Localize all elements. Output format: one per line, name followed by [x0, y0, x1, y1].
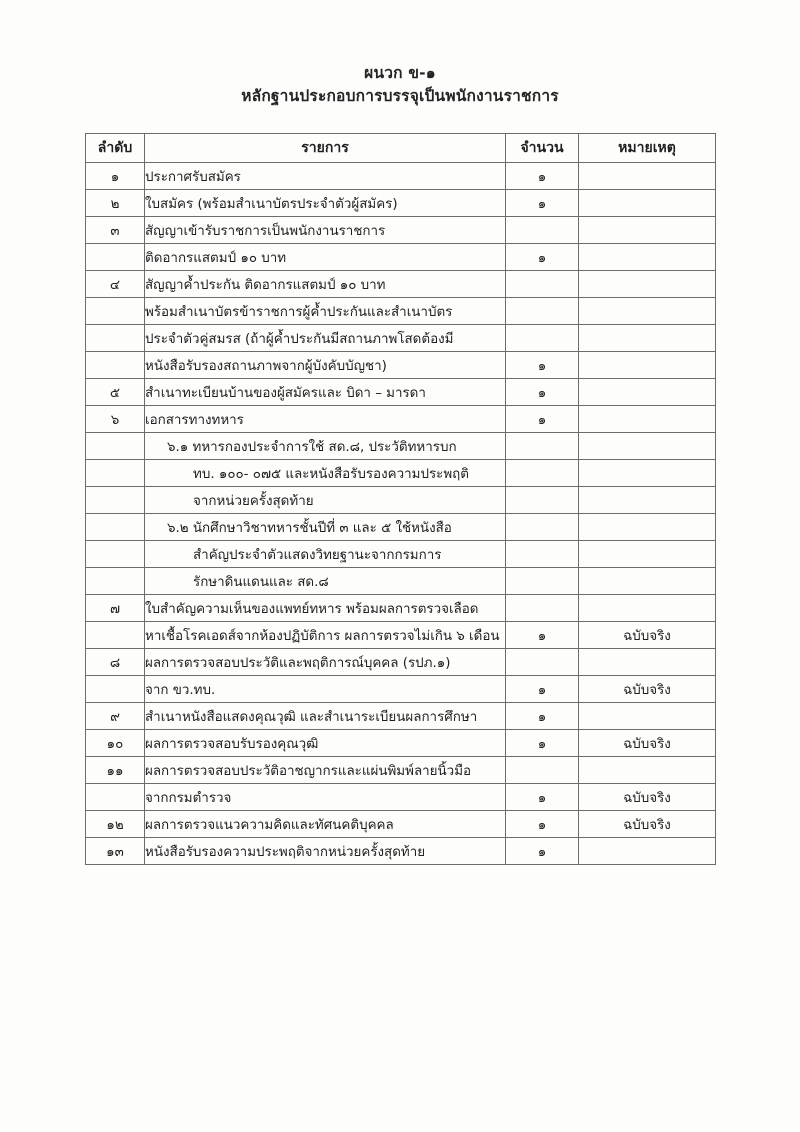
- cell-item-description: สำเนาหนังสือแสดงคุณวุฒิ และสำเนาระเบียนผลการศึกษา: [145, 703, 506, 730]
- cell-remark: ฉบับจริง: [579, 784, 716, 811]
- cell-order-number: ๓: [86, 217, 145, 244]
- cell-order-number: [86, 568, 145, 595]
- table-row: [86, 379, 716, 406]
- column-header-item: รายการ: [145, 134, 506, 163]
- cell-item-description: เอกสารทางทหาร: [145, 406, 506, 433]
- cell-item-description: จากกรมตำรวจ: [145, 784, 506, 811]
- cell-item-description: สัญญาเข้ารับราชการเป็นพนักงานราชการ: [145, 217, 506, 244]
- column-header-no: ลำดับ: [86, 134, 145, 163]
- table-row: [86, 595, 716, 622]
- cell-item-description: ประจำตัวคู่สมรส (ถ้าผู้ค้ำประกันมีสถานภาพโสดต้องมี: [145, 325, 506, 352]
- table-row: [86, 784, 716, 811]
- cell-quantity: [506, 595, 579, 622]
- cell-quantity: ๑: [506, 676, 579, 703]
- cell-item-description: รักษาดินแดนและ สด.๘: [145, 568, 506, 595]
- table-row: [86, 244, 716, 271]
- page-title: หลักฐานประกอบการบรรจุเป็นพนักงานราชการ: [241, 87, 559, 105]
- table-row: [86, 406, 716, 433]
- cell-remark: [579, 217, 716, 244]
- annex-label: ผนวก ข-๑: [364, 64, 436, 82]
- cell-item-description: ติดอากรแสตมป์ ๑๐ บาท: [145, 244, 506, 271]
- cell-remark: [579, 190, 716, 217]
- table-row: [86, 757, 716, 784]
- cell-remark: [579, 460, 716, 487]
- table-row: [86, 271, 716, 298]
- table-row: [86, 433, 716, 460]
- table-body: [86, 163, 716, 865]
- table-row: [86, 730, 716, 757]
- cell-quantity: ๑: [506, 784, 579, 811]
- cell-remark: [579, 352, 716, 379]
- cell-order-number: [86, 514, 145, 541]
- table-row: [86, 568, 716, 595]
- table-row: [86, 487, 716, 514]
- table-row: [86, 811, 716, 838]
- cell-item-description: สัญญาค้ำประกัน ติดอากรแสตมป์ ๑๐ บาท: [145, 271, 506, 298]
- cell-item-description: จากหน่วยครั้งสุดท้าย: [145, 487, 506, 514]
- cell-remark: [579, 514, 716, 541]
- table-row: [86, 217, 716, 244]
- cell-remark: [579, 757, 716, 784]
- cell-order-number: [86, 460, 145, 487]
- cell-quantity: [506, 568, 579, 595]
- cell-order-number: ๙: [86, 703, 145, 730]
- cell-remark: [579, 406, 716, 433]
- cell-quantity: ๑: [506, 406, 579, 433]
- cell-remark: ฉบับจริง: [579, 730, 716, 757]
- cell-quantity: [506, 217, 579, 244]
- cell-remark: [579, 163, 716, 190]
- cell-remark: [579, 541, 716, 568]
- table-row: [86, 541, 716, 568]
- table-row: [86, 703, 716, 730]
- cell-item-description: สำคัญประจำตัวแสดงวิทยฐานะจากกรมการ: [145, 541, 506, 568]
- cell-remark: [579, 838, 716, 865]
- column-header-note: หมายเหตุ: [579, 134, 716, 163]
- cell-remark: [579, 487, 716, 514]
- cell-remark: ฉบับจริง: [579, 622, 716, 649]
- cell-order-number: ๘: [86, 649, 145, 676]
- cell-order-number: ๑๒: [86, 811, 145, 838]
- table-header: [86, 134, 716, 163]
- table-row: [86, 163, 716, 190]
- table-row: [86, 514, 716, 541]
- cell-quantity: [506, 541, 579, 568]
- cell-quantity: [506, 649, 579, 676]
- cell-item-description: ๖.๑ ทหารกองประจำการใช้ สด.๘, ประวัติทหารบก: [145, 433, 506, 460]
- cell-item-description: ๖.๒ นักศึกษาวิชาทหารชั้นปีที่ ๓ และ ๕ ใช้หนังสือ: [145, 514, 506, 541]
- table-row: [86, 352, 716, 379]
- table-row: [86, 460, 716, 487]
- cell-item-description: ผลการตรวจสอบประวัติและพฤติการณ์บุคคล (รปภ.๑): [145, 649, 506, 676]
- cell-order-number: ๕: [86, 379, 145, 406]
- cell-quantity: ๑: [506, 838, 579, 865]
- cell-item-description: หนังสือรับรองสถานภาพจากผู้บังคับบัญชา): [145, 352, 506, 379]
- cell-item-description: ทบ. ๑๐๐- ๐๗๕ และหนังสือรับรองความประพฤติ: [145, 460, 506, 487]
- cell-quantity: [506, 460, 579, 487]
- cell-remark: [579, 271, 716, 298]
- table-row: [86, 325, 716, 352]
- cell-quantity: ๑: [506, 163, 579, 190]
- cell-item-description: สำเนาทะเบียนบ้านของผู้สมัครและ บิดา – มารดา: [145, 379, 506, 406]
- table-row: [86, 622, 716, 649]
- column-header-qty: จำนวน: [506, 134, 579, 163]
- document-title-block: [0, 62, 800, 108]
- cell-item-description: ผลการตรวจแนวความคิดและทัศนคติบุคคล: [145, 811, 506, 838]
- cell-order-number: ๑: [86, 163, 145, 190]
- cell-order-number: [86, 433, 145, 460]
- table-header-row: [86, 134, 716, 163]
- cell-quantity: [506, 487, 579, 514]
- cell-remark: [579, 244, 716, 271]
- table-row: [86, 190, 716, 217]
- cell-item-description: ประกาศรับสมัคร: [145, 163, 506, 190]
- cell-remark: [579, 595, 716, 622]
- cell-order-number: ๗: [86, 595, 145, 622]
- cell-item-description: ใบสำคัญความเห็นของแพทย์ทหาร พร้อมผลการตรวจเลือด: [145, 595, 506, 622]
- evidence-checklist-table: [85, 133, 716, 865]
- cell-order-number: [86, 676, 145, 703]
- cell-order-number: ๑๐: [86, 730, 145, 757]
- cell-order-number: [86, 325, 145, 352]
- cell-quantity: [506, 271, 579, 298]
- cell-quantity: ๑: [506, 352, 579, 379]
- cell-quantity: ๑: [506, 811, 579, 838]
- cell-order-number: [86, 352, 145, 379]
- cell-order-number: [86, 541, 145, 568]
- cell-quantity: ๑: [506, 730, 579, 757]
- cell-quantity: ๑: [506, 703, 579, 730]
- cell-quantity: ๑: [506, 190, 579, 217]
- cell-remark: [579, 433, 716, 460]
- cell-order-number: [86, 784, 145, 811]
- cell-quantity: ๑: [506, 379, 579, 406]
- cell-remark: [579, 379, 716, 406]
- cell-order-number: [86, 487, 145, 514]
- cell-item-description: ผลการตรวจสอบประวัติอาชญากรและแผ่นพิมพ์ลายนิ้วมือ: [145, 757, 506, 784]
- cell-remark: ฉบับจริง: [579, 811, 716, 838]
- cell-item-description: หาเชื้อโรคเอดส์จากห้องปฏิบัติการ ผลการตรวจไม่เกิน ๖ เดือน: [145, 622, 506, 649]
- cell-order-number: [86, 244, 145, 271]
- table-row: [86, 298, 716, 325]
- cell-item-description: ผลการตรวจสอบรับรองคุณวุฒิ: [145, 730, 506, 757]
- cell-remark: [579, 703, 716, 730]
- cell-quantity: ๑: [506, 622, 579, 649]
- table-row: [86, 676, 716, 703]
- cell-remark: ฉบับจริง: [579, 676, 716, 703]
- table-row: [86, 649, 716, 676]
- cell-order-number: [86, 622, 145, 649]
- cell-remark: [579, 649, 716, 676]
- cell-order-number: ๖: [86, 406, 145, 433]
- cell-remark: [579, 568, 716, 595]
- table-row: [86, 838, 716, 865]
- cell-item-description: หนังสือรับรองความประพฤติจากหน่วยครั้งสุดท้าย: [145, 838, 506, 865]
- cell-quantity: [506, 298, 579, 325]
- cell-quantity: [506, 325, 579, 352]
- cell-order-number: ๑๑: [86, 757, 145, 784]
- cell-order-number: ๒: [86, 190, 145, 217]
- cell-order-number: ๔: [86, 271, 145, 298]
- cell-quantity: [506, 433, 579, 460]
- cell-quantity: ๑: [506, 244, 579, 271]
- cell-remark: [579, 325, 716, 352]
- cell-item-description: ใบสมัคร (พร้อมสำเนาบัตรประจำตัวผู้สมัคร): [145, 190, 506, 217]
- cell-order-number: ๑๓: [86, 838, 145, 865]
- cell-quantity: [506, 514, 579, 541]
- cell-item-description: พร้อมสำเนาบัตรข้าราชการผู้ค้ำประกันและสำเนาบัตร: [145, 298, 506, 325]
- cell-remark: [579, 298, 716, 325]
- cell-quantity: [506, 757, 579, 784]
- cell-order-number: [86, 298, 145, 325]
- cell-item-description: จาก ขว.ทบ.: [145, 676, 506, 703]
